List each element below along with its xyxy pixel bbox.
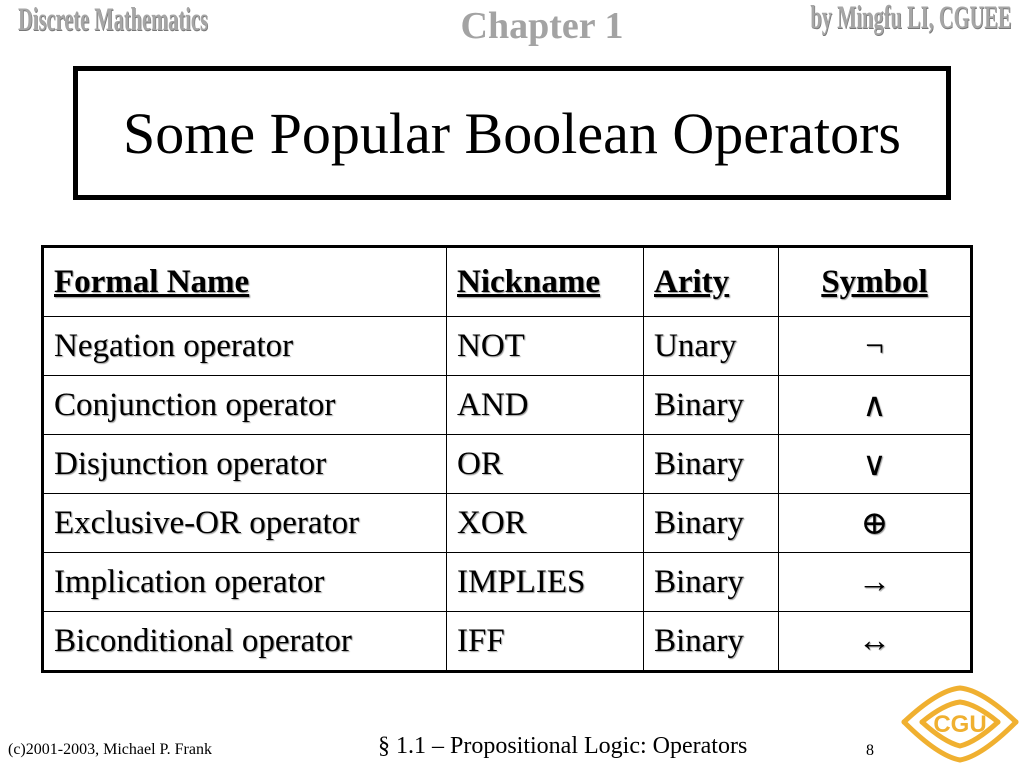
arity-cell: Binary [644, 435, 779, 494]
symbol-cell: ¬ [779, 317, 972, 376]
nickname-cell: AND [447, 376, 644, 435]
footer-page-number: 8 [866, 742, 874, 759]
boolean-operators-table [41, 245, 973, 673]
nickname-cell: OR [447, 435, 644, 494]
footer-section-title: § 1.1 – Propositional Logic: Operators [378, 733, 748, 759]
column-header-arity: Arity [644, 247, 779, 317]
symbol-cell: → [779, 553, 972, 612]
symbol-cell: ∨ [779, 435, 972, 494]
arity-cell: Binary [644, 376, 779, 435]
logo-text: CGU [933, 711, 987, 738]
arity-cell: Binary [644, 494, 779, 553]
symbol-cell: ∧ [779, 376, 972, 435]
table-header-row [43, 247, 972, 317]
header-course-title: Discrete Mathematics [18, 2, 208, 38]
symbol-cell: ⊕ [779, 494, 972, 553]
slide-title-box [73, 66, 951, 200]
formal-name-cell: Biconditional operator [43, 612, 447, 672]
nickname-cell: IMPLIES [447, 553, 644, 612]
nickname-cell: NOT [447, 317, 644, 376]
column-header-symbol: Symbol [779, 247, 972, 317]
header-author: by Mingfu LI, CGUEE [810, 0, 1012, 36]
table-row [43, 376, 972, 435]
header-chapter: Chapter 1 [460, 5, 624, 47]
nickname-cell: XOR [447, 494, 644, 553]
table-row [43, 317, 972, 376]
formal-name-cell: Exclusive-OR operator [43, 494, 447, 553]
table-row [43, 612, 972, 672]
column-header-nickname: Nickname [447, 247, 644, 317]
table-row [43, 553, 972, 612]
formal-name-cell: Disjunction operator [43, 435, 447, 494]
arity-cell: Binary [644, 553, 779, 612]
formal-name-cell: Implication operator [43, 553, 447, 612]
table-row [43, 435, 972, 494]
nickname-cell: IFF [447, 612, 644, 672]
slide-title: Some Popular Boolean Operators [122, 100, 901, 166]
footer-copyright: (c)2001-2003, Michael P. Frank [8, 741, 212, 758]
cgu-logo-icon [898, 684, 1022, 768]
symbol-cell: ↔ [779, 612, 972, 672]
column-header-formal-name: Formal Name [43, 247, 447, 317]
arity-cell: Unary [644, 317, 779, 376]
table-row [43, 494, 972, 553]
arity-cell: Binary [644, 612, 779, 672]
formal-name-cell: Negation operator [43, 317, 447, 376]
formal-name-cell: Conjunction operator [43, 376, 447, 435]
